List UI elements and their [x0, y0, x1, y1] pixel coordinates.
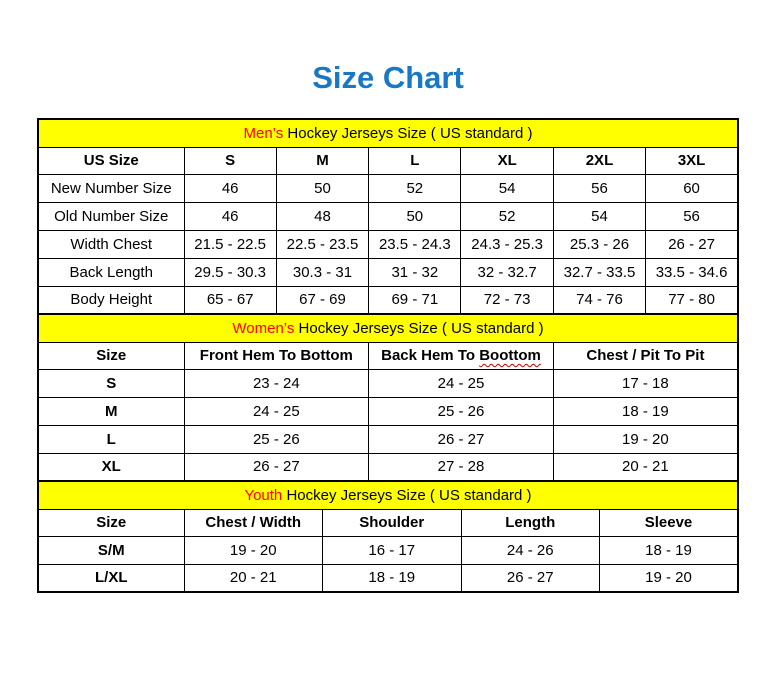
size-value: 19 - 20: [553, 425, 738, 453]
size-value: 19 - 20: [184, 536, 323, 564]
womens-table-heading: Women’s Hockey Jerseys Size ( US standard ): [38, 314, 738, 342]
column-header: US Size: [38, 147, 184, 174]
table-row: [38, 425, 738, 453]
column-header: Length: [461, 509, 600, 536]
size-value: 56: [553, 174, 645, 202]
column-header: S: [184, 147, 276, 174]
page-title: Size Chart: [312, 60, 464, 95]
size-tables: [37, 118, 739, 593]
column-header: Chest / Width: [184, 509, 323, 536]
heading-accent: Women’s: [232, 319, 295, 337]
heading-accent: Men’s: [243, 124, 284, 142]
size-value: 46: [184, 174, 276, 202]
size-value: 32 - 32.7: [461, 258, 553, 286]
column-header: Shoulder: [323, 509, 462, 536]
mens-heading-row: [38, 119, 738, 147]
table-row: [38, 536, 738, 564]
row-label: Back Length: [38, 258, 184, 286]
column-header: Sleeve: [600, 509, 739, 536]
table-row: [38, 258, 738, 286]
size-value: 22.5 - 23.5: [276, 230, 368, 258]
table-row: [38, 286, 738, 314]
size-value: 54: [553, 202, 645, 230]
size-value: 24 - 25: [369, 369, 554, 397]
column-header: 2XL: [553, 147, 645, 174]
row-label: M: [38, 397, 184, 425]
size-value: 23 - 24: [184, 369, 369, 397]
youth-table-heading: Youth Hockey Jerseys Size ( US standard ): [38, 481, 738, 509]
row-label: L: [38, 425, 184, 453]
size-value: 20 - 21: [553, 453, 738, 481]
size-value: 24.3 - 25.3: [461, 230, 553, 258]
size-value: 26 - 27: [369, 425, 554, 453]
mens-table-heading: Men’s Hockey Jerseys Size ( US standard ): [38, 119, 738, 147]
size-value: 24 - 26: [461, 536, 600, 564]
mens-header-row: [38, 147, 738, 174]
size-value: 54: [461, 174, 553, 202]
column-header: Back Hem To Boottom: [369, 342, 554, 369]
table-row: [38, 453, 738, 481]
size-value: 26 - 27: [184, 453, 369, 481]
table-row: [38, 174, 738, 202]
size-value: 19 - 20: [600, 564, 739, 592]
row-label: S: [38, 369, 184, 397]
size-value: 60: [646, 174, 738, 202]
size-value: 25.3 - 26: [553, 230, 645, 258]
row-label: New Number Size: [38, 174, 184, 202]
size-value: 24 - 25: [184, 397, 369, 425]
misspelled-word: Boottom: [479, 347, 541, 364]
size-value: 26 - 27: [461, 564, 600, 592]
womens-heading-row: [38, 314, 738, 342]
column-header: L: [369, 147, 461, 174]
row-label: Body Height: [38, 286, 184, 314]
size-value: 25 - 26: [369, 397, 554, 425]
column-header: Size: [38, 342, 184, 369]
youth-size-table: [37, 480, 739, 593]
size-value: 20 - 21: [184, 564, 323, 592]
size-value: 32.7 - 33.5: [553, 258, 645, 286]
youth-header-row: [38, 509, 738, 536]
size-value: 30.3 - 31: [276, 258, 368, 286]
size-value: 77 - 80: [646, 286, 738, 314]
womens-header-row: [38, 342, 738, 369]
column-header: Chest / Pit To Pit: [553, 342, 738, 369]
size-value: 31 - 32: [369, 258, 461, 286]
size-value: 50: [276, 174, 368, 202]
size-value: 17 - 18: [553, 369, 738, 397]
size-value: 18 - 19: [553, 397, 738, 425]
table-row: [38, 397, 738, 425]
table-row: [38, 369, 738, 397]
size-value: 67 - 69: [276, 286, 368, 314]
size-value: 52: [461, 202, 553, 230]
table-row: [38, 230, 738, 258]
size-value: 18 - 19: [600, 536, 739, 564]
size-value: 72 - 73: [461, 286, 553, 314]
size-value: 33.5 - 34.6: [646, 258, 738, 286]
row-label: L/XL: [38, 564, 184, 592]
size-value: 65 - 67: [184, 286, 276, 314]
mens-size-table: [37, 118, 739, 315]
size-value: 69 - 71: [369, 286, 461, 314]
column-header: XL: [461, 147, 553, 174]
size-value: 16 - 17: [323, 536, 462, 564]
size-value: 52: [369, 174, 461, 202]
size-value: 25 - 26: [184, 425, 369, 453]
size-value: 18 - 19: [323, 564, 462, 592]
size-value: 56: [646, 202, 738, 230]
size-value: 50: [369, 202, 461, 230]
table-row: [38, 202, 738, 230]
row-label: S/M: [38, 536, 184, 564]
size-value: 27 - 28: [369, 453, 554, 481]
size-value: 23.5 - 24.3: [369, 230, 461, 258]
column-header: Front Hem To Bottom: [184, 342, 369, 369]
row-label: Width Chest: [38, 230, 184, 258]
size-value: 29.5 - 30.3: [184, 258, 276, 286]
column-header: 3XL: [646, 147, 738, 174]
heading-accent: Youth: [244, 486, 283, 504]
row-label: Old Number Size: [38, 202, 184, 230]
column-header: Size: [38, 509, 184, 536]
size-value: 74 - 76: [553, 286, 645, 314]
womens-size-table: [37, 313, 739, 482]
size-value: 48: [276, 202, 368, 230]
size-value: 46: [184, 202, 276, 230]
column-header: M: [276, 147, 368, 174]
row-label: XL: [38, 453, 184, 481]
table-row: [38, 564, 738, 592]
size-value: 21.5 - 22.5: [184, 230, 276, 258]
youth-heading-row: [38, 481, 738, 509]
size-value: 26 - 27: [646, 230, 738, 258]
